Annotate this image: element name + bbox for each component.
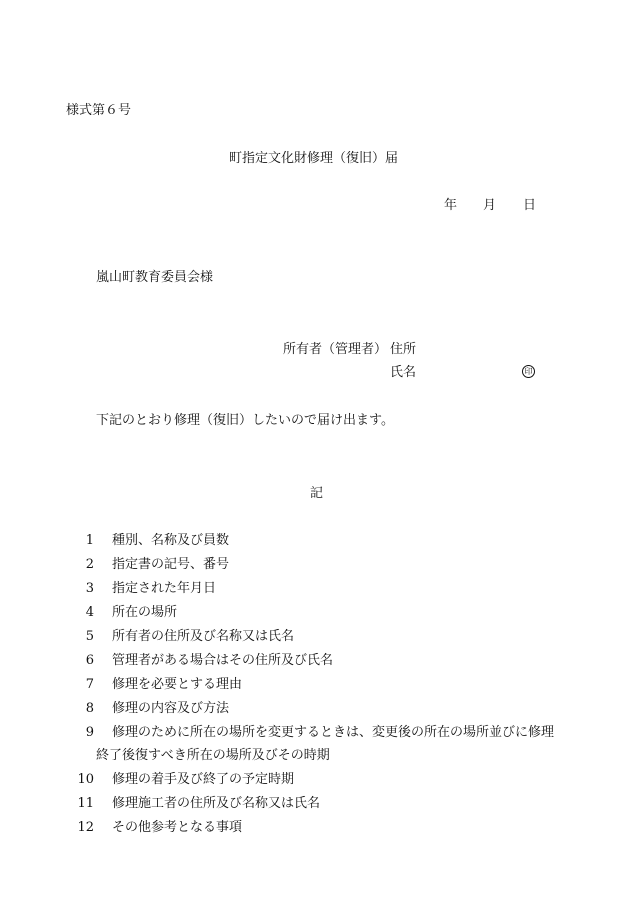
- item-number: 9: [85, 725, 94, 740]
- item-number: 11: [77, 796, 94, 811]
- name-label: 氏名: [390, 365, 417, 380]
- item-text: 指定された年月日: [112, 581, 217, 596]
- date-day: 日: [523, 198, 537, 213]
- item-text: その他参考となる事項: [112, 820, 243, 835]
- item-text: 指定書の記号、番号: [112, 557, 230, 572]
- item-text: 修理の内容及び方法: [112, 701, 230, 716]
- item-number: 6: [85, 653, 94, 668]
- item-number: 3: [85, 581, 94, 596]
- ki-heading: 記: [310, 486, 324, 501]
- seal-mark: 印: [522, 365, 535, 378]
- item-number: 7: [85, 677, 94, 692]
- statement: 下記のとおり修理（復旧）したいので届け出ます。: [96, 413, 394, 428]
- item-number: 12: [77, 820, 94, 835]
- item-number: 2: [85, 557, 94, 572]
- item-number: 1: [85, 533, 94, 548]
- item-number: 8: [85, 701, 94, 716]
- item-text: 修理を必要とする理由: [112, 677, 243, 692]
- item-text: 所有者の住所及び名称又は氏名: [112, 629, 295, 644]
- date-year: 年: [444, 198, 458, 213]
- item-text: 管理者がある場合はその住所及び氏名: [112, 653, 334, 668]
- item-number: 10: [77, 772, 94, 787]
- item-text: 修理施工者の住所及び名称又は氏名: [112, 796, 321, 811]
- item-text: 修理の着手及び終了の予定時期: [112, 772, 295, 787]
- item-number: 4: [85, 605, 94, 620]
- item-text: 種別、名称及び員数: [112, 533, 230, 548]
- date-month: 月: [483, 198, 497, 213]
- form-number: 様式第６号: [66, 103, 132, 118]
- item-text-continued: 終了後復すべき所在の場所及びその時期: [96, 748, 330, 763]
- address-label: 住所: [390, 342, 417, 357]
- item-text: 所在の場所: [112, 605, 178, 620]
- item-number: 5: [85, 629, 94, 644]
- item-text: 修理のために所在の場所を変更するときは、変更後の所在の場所並びに修理: [112, 725, 555, 740]
- addressee: 嵐山町教育委員会様: [96, 270, 214, 285]
- document-title: 町指定文化財修理（復旧）届: [229, 151, 399, 166]
- applicant-role: 所有者（管理者）: [283, 342, 388, 357]
